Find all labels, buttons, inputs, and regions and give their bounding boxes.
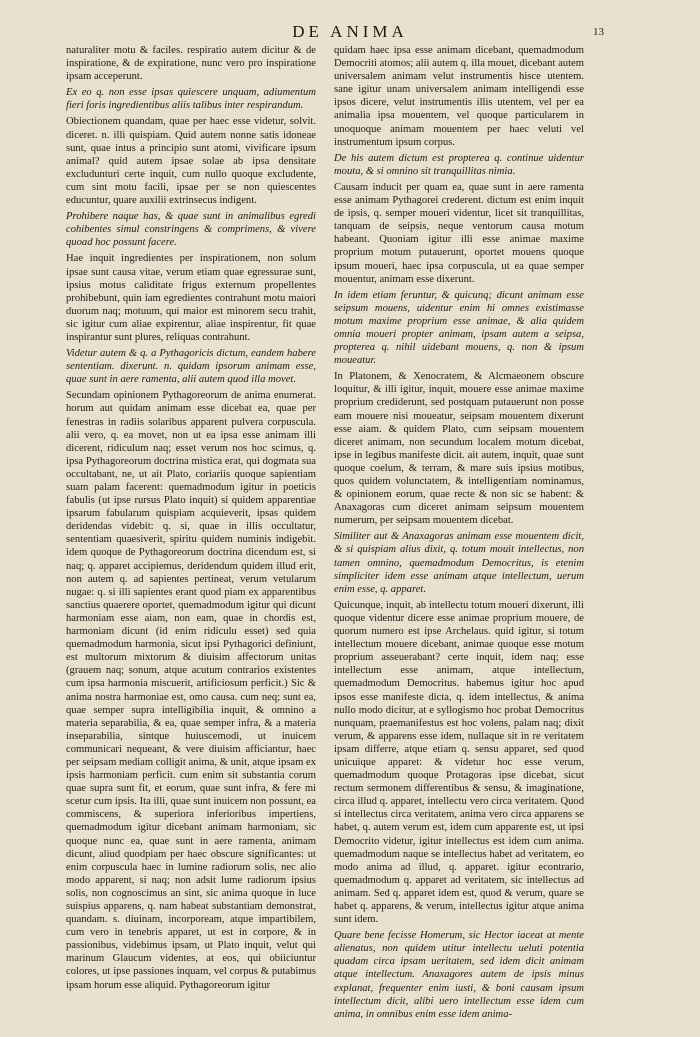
lemma-paragraph: In idem etiam feruntur, & quicunq; dicunt animam esse seipsum mouens, uidentur enim hi omnes existimasse motum maxime proprium esse animae, & alia quidem omnia moueri propter animam, ipsam autem a seipsa, propterea q. nihil uidebant mouens, q. non & ipsum moueatur.: [334, 289, 584, 367]
lemma-paragraph: Prohibere naque has, & quae sunt in animalibus egredi cohibentes simul constringens & comprimens, & vivere quoad hoc possunt facere.: [66, 211, 316, 249]
left-column: [66, 44, 316, 995]
lemma-paragraph: De his autem dictum est propterea q. continue uidentur mouta, & si omnino sit tranquillitas nimia.: [334, 152, 584, 177]
commentary-paragraph: In Platonem, & Xenocratem, & Alcmaeonem obscure loquitur, & illi igitur, inquit, mouere esse animae maxime proprium crediderunt, sed postquam putauerunt non posse eam mouere nisi moueatur, seipsam mouentem dixerunt esse aiam. & quidem Plato, cum seipsam mouentem diceret animam, non secundum localem motum dicebat, ipse in legibus manifeste dicit. ait autem, inquit, quae sunt quoque coelum, & terram, & mare suis ipsius motibus, quos quidem volunctatem, & intelligentiam nominamus, & opinionem eorum, quae recte & non sic se habent: & Anaxagoras cum diceret animam seipsum mouentem numerum, per seipsam mouentem dicebat.: [334, 371, 584, 527]
commentary-paragraph: quidam haec ipsa esse animam dicebant, quemadmodum Democriti atomos; alii autem q. illa mouet, dicebant autem universalem animam velut instrumentis hisce utentem. sane igitur unam universalem animam intelligendi esse ipsos dicere, velut instrumentis illis utentem, vel per ea animalia ipsa mouentem, vel quoque particularem in unoquoque animam mouentem per haec veluti vel instrumentum ipsum corpus.: [334, 45, 584, 148]
commentary-paragraph: Hae inquit ingredientes per inspirationem, non solum ipsae sunt causa vitae, verum etiam quae egressurae sunt, ipsius motus caliditate frigus externum propellentes prohibebunt, quin iam egredientes contrahunt motu maiori duorum naq; motuum, qui maior est minorem secu trahit, sic igitur cum aliae expirentur, aliae inspirentur, fit quae inspirantur sunt plures, reliquas contrahunt.: [66, 253, 316, 343]
commentary-paragraph: naturaliter motu & faciles. respiratio autem dicitur & de inspiratione, & de expiratione, nunc vero pro inspiratione ipsam acceperunt.: [66, 45, 316, 83]
commentary-paragraph: Obiectionem quandam, quae per haec esse videtur, solvit. diceret. n. illi quispiam. Quid autem nonne satis idoneae sunt, quae intus a principio sunt atomi, vivificare ipsum animal? quid autem ipsae solae ab ipsa densitate excludunturi certe inquit, cum nullo quoque excludente, cum sint motu facili, ipsae per se non quiescentes educuntur, quare auxilii extrinsecus indigent.: [66, 116, 316, 207]
page-number: 13: [593, 26, 604, 38]
running-head: DE ANIMA: [292, 22, 408, 41]
lemma-paragraph: Quare bene fecisse Homerum, sic Hector iaceat at mente alienatus, non quidem utitur intellectu ueluti potentia quadam circa ipsam ueritatem, sed idem dicit animam atque intellectum. Anaxagores autem de ipsis minus explanat, frequenter enim iusti, & boni causam ipsum intellectum dicit, alibi uero intellectum esse idem cum anima, in omnibus enim esse idem anima-: [334, 930, 584, 1020]
commentary-paragraph: Quicunque, inquit, ab intellectu totum moueri dixerunt, illi quoque videntur dicere esse animae proprium mouere, de quorum numero est ipse Archelaus. quid igitur, si totum intellectum mouere dicebant, animae quoque esse motum proprium asseuerabant? certe inquit, idem naq; esse intellectum esse animam, atque intellectum, quemadmodum Democritus. habemus igitur hoc apud ipsos esse manifeste dicta, q. idem intellectus, & anima nullo modo dicitur, at e syllogismo hoc probat Democritus nunquam, praemanifestus est hoc volens, palam naq; dixit verum, & apparens esse idem, nullaque sit in re veritatem ipsam differre, atque etiam q. sensu apparet, sed quod unicuique apparet: & videtur hoc esse verum, quemadmodum quoque Protagoras ipse dicebat, sicut rectum sermonem differentibus & sensu, & imaginatione, circa illud q. apparet, intellectu vero circa veritatem. Quod si intellectus circa veritatem, anima vero circa apparens se habet, q. autem verum est, idem cum apparente est, ut ipsi Democrito videtur, igitur intellectus est idem cum anima. quemadmodum naque se intellectus habet ad veritatem, eo modo anima ad illud, q. apparet. igitur econtrario, quemadmodum q. apparet ad veritatem, sic intellectus ad animam. Sed q. apparet idem est, quod & verum, quare se habet q. apparens, & verum, intellectus igitur atque anima sunt idem.: [334, 599, 584, 926]
right-column: [334, 44, 584, 1024]
commentary-paragraph: Causam inducit per quam ea, quae sunt in aere ramenta esse animam Pythagorei crederent. dictum est enim inquit de ipsis, q. semper moueri videntur, licet sit tranquillitas, tanquam de seipsis, neque ventorum causa motum habeant. Quoniam igitur illi esse animae maxime proprium motum putauerunt, oportet mouens quoque ipsum moueri, haec ipsa corpuscula, ut ea quae semper mouentur, animam esse dixerunt.: [334, 181, 584, 285]
lemma-paragraph: Videtur autem & q. a Pythagoricis dictum, eandem habere sententiam. dixerunt. n. quidam ipsorum animam esse, quae sunt in aere ramenta, alii autem quod illa movet.: [66, 348, 316, 386]
lemma-paragraph: Ex eo q. non esse ipsas quiescere unquam, adiumentum fieri foris ingredientibus aliis talibus inter respirandum.: [66, 87, 316, 112]
lemma-paragraph: Similiter aut & Anaxagoras animam esse mouentem dicit, & si quispiam alius dixit, q. totum mouit intellectus, non tamen omnino, quemadmodum Democritus, is etenim simpliciter idem esse animam atque intellectum, uerum enim esse, q. apparet.: [334, 531, 584, 595]
commentary-paragraph: Secundam opinionem Pythagoreorum de anima enumerat. horum aut quidam animam esse dicebat ea, quae per fenestras in radiis solaribus apparent pulvera corpuscula. alii vero, q. ea movet, non ut ea ipsa esse animam illi dicerent, ridiculum naq; esset verum nos hoc scimus, q. ipsa Pythagoreorum doctrina mistica erat, qui dogmata sua occultabant, ne, ut ait Plato, coriariis quoque sapientiam suam palam facerent: quemadmodum igitur in poeticis fabulis (ut ipse rursus Plato inquit) si quidem apparentiae ipsarum fabularum quispiam acquieverit, ipsas quidem deridendas videbit: q. si, quae in illis occultatur, sententiam quaesiverit, spiritu quidem numinis indigebit. idem quoque de Pythagoreorum doctrina dicendum est, si naq; q. apparet accipiemus, deridendum quidem illud erit, non autem q. ad sapientes pertineat, verum vetularum nugae: q. si illi sapientes erant quod piam ex apparentibus sanctius quaerere oportet, quemadmodum igitur qui dicunt harmoniam esse aiam, non eam, quae in chordis est, harmoniam dicunt (id enim ridiculu esset) sed quia quemadmodum harmonia, sicut ipsi Pythagorici definiunt, est multorum mixtorum & diuisim affectorum unitas (grauem naq; sonum, atque acutum contrarios existentes cum ipsa harmonia miscuerit, artificiosum perficit.) Sic & anima nostra harmoniae est, omo causa. cum neq; sunt ea, quae semper supra intelligibilia inquit, & omnino a materia separabilia, & ea, quae semper infra, & a materia inseparabilia, sintque huiuscemodi, ut inuicem communicari nequeant, & vere diuisim afficiantur, haec per seipsam mediam colligit anima, & unit, atque ipsam ex ipsis harmoniam perficit. cum enim sit substantia corum quae supra sunt fit, et eorum, quae sunt infra, & fere mi scetur cum ipsis. Ita illi, quae sunt inuicem non possunt, ea commiscens, & superiora inferioribus impertiens, quemadmodum igitur dicebant animam harmoniam, sic quoque nunc ea, quae sunt in aere ramenta, animam dicunt, aliud quodpiam per haec obscure significantes: ut enim corpuscula haec in lumine radiorum solis, nec alio modo apparent, si naq; non adsit lume radiorum ipsius solis, non cognoscimus an sint, sic anima quoque in luce suispius apparens, q. nam habeat substantiam demonstrat, quandam. s. diuinam, incorpoream, atque impartibilem, cum vero in tenebris apparet, ut est in corpore, & in passionibus, videbimus ipsam, ut Plato inquit, velut qui marinum Glaucum videntes, at eos, qui obiiciuntur colores, ut ipse passiones inquam, vel corpus & putabimus ipsam horum esse aliquid. Pythagoreorum igitur: [66, 390, 316, 991]
